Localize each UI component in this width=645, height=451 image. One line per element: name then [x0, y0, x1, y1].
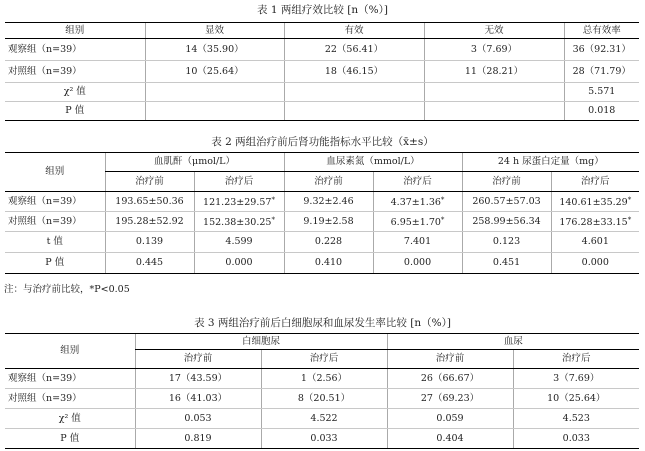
table-cell: 3（7.69）	[513, 369, 639, 389]
table2-caption: 表 2 两组治疗前后肾功能指标水平比较（x̄±s）	[211, 136, 434, 148]
row-label: P 值	[5, 429, 135, 449]
table-cell: 28（71.79）	[564, 61, 639, 83]
table-cell: 0.000	[194, 253, 284, 274]
table-cell: 260.57±57.03	[462, 192, 551, 212]
table2-group-urea: 血尿素氮（mmol/L）	[284, 153, 462, 172]
table1	[5, 22, 639, 121]
table-cell: 18（46.15）	[284, 61, 424, 83]
table-row	[5, 253, 639, 274]
table-cell	[145, 102, 284, 121]
table-cell: 5.571	[564, 83, 639, 102]
significance-marker: *	[627, 196, 632, 204]
table2-sub-header: 治疗后	[194, 172, 284, 192]
table-cell: 0.000	[551, 253, 639, 274]
table-row	[5, 389, 639, 409]
table-cell	[284, 83, 424, 102]
table2-group-proteinuria: 24 h 尿蛋白定量（mg）	[462, 153, 639, 172]
table2-sub-header: 治疗前	[284, 172, 373, 192]
table-cell: 176.28±33.15*	[551, 212, 639, 232]
table-cell: 3（7.69）	[424, 39, 564, 61]
table3-sub-header: 治疗后	[261, 350, 387, 369]
table2	[5, 152, 639, 274]
table-cell: 14（35.90）	[145, 39, 284, 61]
table-cell: 4.37±1.36*	[373, 192, 462, 212]
table2-sub-header: 治疗前	[105, 172, 194, 192]
row-label: 观察组（n=39）	[5, 369, 135, 389]
table-cell: 4.601	[551, 232, 639, 253]
table1-caption: 表 1 两组疗效比较 [n（%）]	[257, 4, 388, 16]
row-label: P 值	[5, 253, 105, 274]
table-cell: 0.451	[462, 253, 551, 274]
table-cell: 0.000	[373, 253, 462, 274]
table-cell: 1（2.56）	[261, 369, 387, 389]
table-cell: 4.523	[513, 409, 639, 429]
table-row	[5, 39, 639, 61]
row-label: 观察组（n=39）	[5, 39, 145, 61]
table-cell: 0.445	[105, 253, 194, 274]
row-label: P 值	[5, 102, 145, 121]
table-row	[5, 212, 639, 232]
table-cell	[284, 102, 424, 121]
table-cell: 9.32±2.46	[284, 192, 373, 212]
table-row	[5, 192, 639, 212]
table2-header-group: 组别	[5, 153, 105, 192]
table-cell: 0.123	[462, 232, 551, 253]
table2-note: 注：与治疗前比较，*P<0.05	[4, 284, 130, 295]
table-row	[5, 61, 639, 83]
table1-header-effective: 有效	[284, 23, 424, 39]
table-cell: 121.23±29.57*	[194, 192, 284, 212]
significance-marker: *	[440, 216, 445, 224]
table-cell: 9.19±2.58	[284, 212, 373, 232]
table1-header-group: 组别	[5, 23, 145, 39]
table-cell: 6.95±1.70*	[373, 212, 462, 232]
table-row	[5, 409, 639, 429]
table-cell: 10（25.64）	[513, 389, 639, 409]
table2-sub-header: 治疗前	[462, 172, 551, 192]
table-cell: 0.404	[387, 429, 513, 449]
significance-marker: *	[440, 196, 445, 204]
significance-marker: *	[271, 196, 275, 204]
table3-sub-header: 治疗前	[135, 350, 261, 369]
table-cell: 0.033	[261, 429, 387, 449]
table-row	[5, 369, 639, 389]
table-cell: 0.819	[135, 429, 261, 449]
table-cell	[145, 83, 284, 102]
table-row	[5, 232, 639, 253]
table1-header-marked: 显效	[145, 23, 284, 39]
table2-group-row	[5, 153, 639, 172]
table-row	[5, 429, 639, 449]
row-label: 对照组（n=39）	[5, 61, 145, 83]
table3-caption: 表 3 两组治疗前后白细胞尿和血尿发生率比较 [n（%）]	[194, 317, 451, 329]
table-cell	[424, 83, 564, 102]
table3-sub-header: 治疗后	[513, 350, 639, 369]
table3-header-group: 组别	[5, 334, 135, 369]
table1-header-total: 总有效率	[564, 23, 639, 39]
significance-marker: *	[271, 216, 275, 224]
table-cell: 0.410	[284, 253, 373, 274]
table-cell: 26（66.67）	[387, 369, 513, 389]
row-label: t 值	[5, 232, 105, 253]
table-cell: 193.65±50.36	[105, 192, 194, 212]
table-cell: 195.28±52.92	[105, 212, 194, 232]
table2-sub-header: 治疗后	[373, 172, 462, 192]
table1-header-ineffective: 无效	[424, 23, 564, 39]
table-cell: 17（43.59）	[135, 369, 261, 389]
table-cell: 0.139	[105, 232, 194, 253]
row-label: 对照组（n=39）	[5, 212, 105, 232]
table1-header-row	[5, 23, 639, 39]
table3	[5, 333, 639, 449]
table-cell: 258.99±56.34	[462, 212, 551, 232]
significance-marker: *	[627, 216, 632, 224]
table2-group-creatinine: 血肌酐（μmol/L）	[105, 153, 284, 172]
table-cell: 0.228	[284, 232, 373, 253]
table3-group-leukocyturia: 白细胞尿	[135, 334, 387, 350]
table-cell: 0.053	[135, 409, 261, 429]
table3-sub-header: 治疗前	[387, 350, 513, 369]
table-cell: 152.38±30.25*	[194, 212, 284, 232]
table-cell: 8（20.51）	[261, 389, 387, 409]
table3-group-row	[5, 334, 639, 350]
table-cell: 16（41.03）	[135, 389, 261, 409]
table-cell: 0.059	[387, 409, 513, 429]
table-row	[5, 102, 639, 121]
table-cell: 27（69.23）	[387, 389, 513, 409]
table-cell: 10（25.64）	[145, 61, 284, 83]
row-label: χ² 值	[5, 409, 135, 429]
table-row	[5, 83, 639, 102]
table-cell	[424, 102, 564, 121]
table-cell: 11（28.21）	[424, 61, 564, 83]
table-cell: 0.018	[564, 102, 639, 121]
row-label: 对照组（n=39）	[5, 389, 135, 409]
table-cell: 140.61±35.29*	[551, 192, 639, 212]
table2-sub-header: 治疗后	[551, 172, 639, 192]
table3-group-hematuria: 血尿	[387, 334, 639, 350]
table-cell: 4.522	[261, 409, 387, 429]
table-cell: 36（92.31）	[564, 39, 639, 61]
table-cell: 22（56.41）	[284, 39, 424, 61]
table-cell: 7.401	[373, 232, 462, 253]
row-label: 观察组（n=39）	[5, 192, 105, 212]
table-cell: 0.033	[513, 429, 639, 449]
table-cell: 4.599	[194, 232, 284, 253]
row-label: χ² 值	[5, 83, 145, 102]
